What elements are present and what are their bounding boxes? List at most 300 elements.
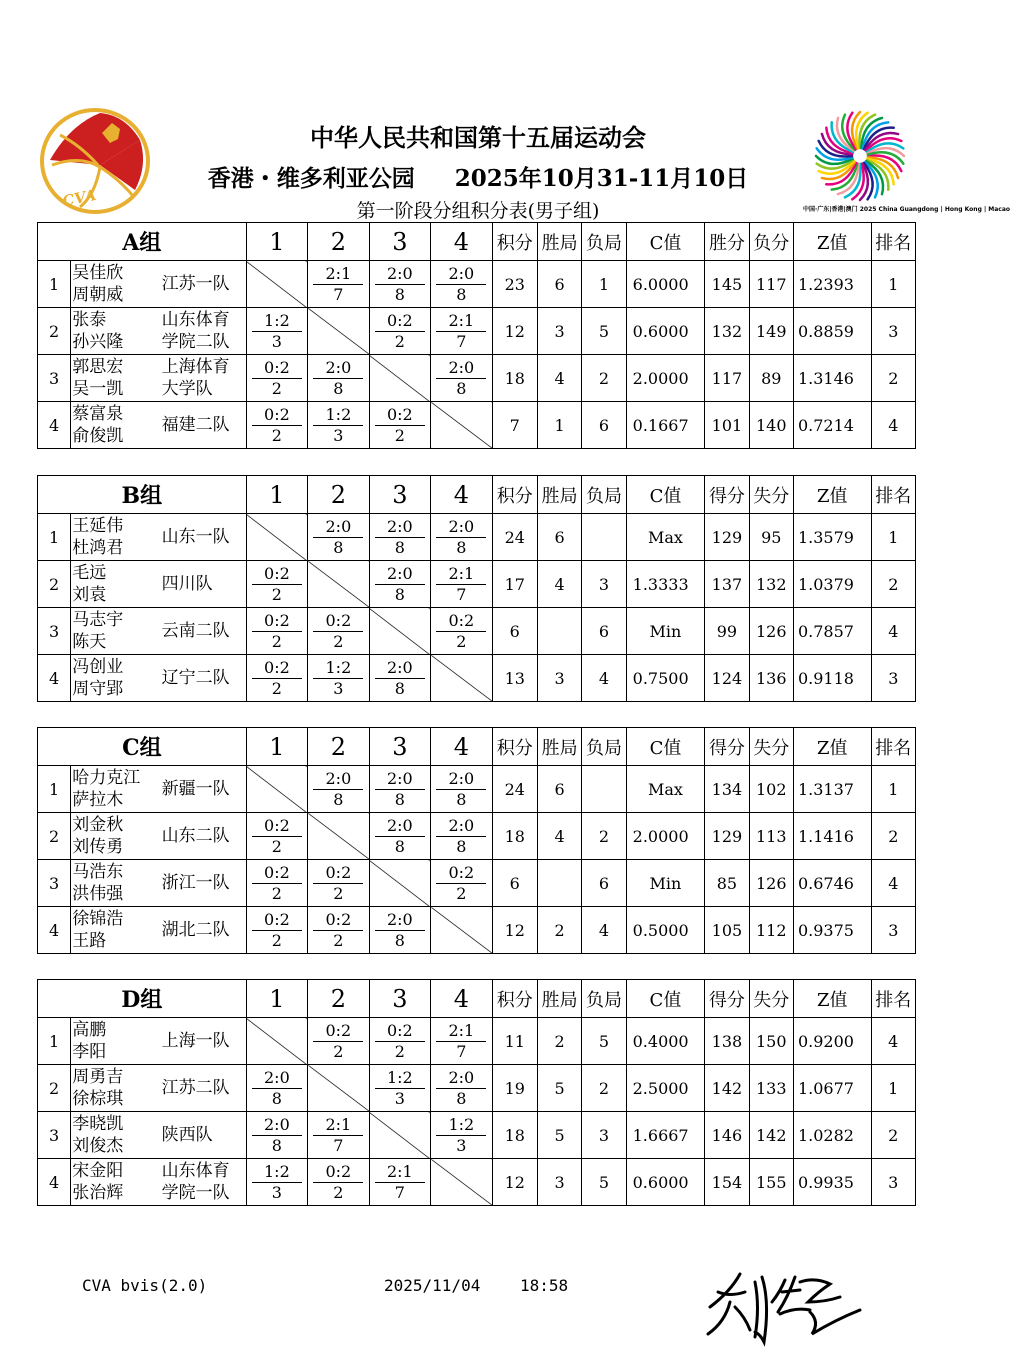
team-name-line: 山东一队 [161,527,230,547]
player-name: 俞俊凯 [72,426,124,446]
match-score [375,405,425,446]
column-header: 4 [431,223,492,261]
points-for: 124 [705,655,749,702]
match-score-cell [431,1112,492,1159]
c-value: 0.4000 [626,1018,705,1065]
match-score-cell [246,655,307,702]
self-match-cell [369,608,430,655]
set-score: 0:2 [252,816,302,837]
points-for: 138 [705,1018,749,1065]
self-match-cell [369,355,430,402]
points-against: 132 [749,561,793,608]
set-score: 2:0 [375,564,425,585]
points-for: 129 [705,514,749,561]
match-points: 2 [271,930,282,950]
sets-won: 2 [537,1018,581,1065]
set-score: 2:0 [252,1068,302,1089]
column-header: 3 [369,980,430,1018]
match-score [252,1162,302,1203]
column-header: 1 [246,223,307,261]
match-score [252,611,302,652]
points: 7 [492,402,537,449]
group-header-row [38,476,916,514]
match-points: 2 [271,883,282,903]
seed-number: 4 [38,1159,71,1206]
column-header: 排名 [871,476,915,514]
seed-number: 1 [38,514,71,561]
match-score [375,264,425,305]
player-name: 马浩东 [72,862,124,882]
print-time: 18:58 [520,1276,569,1295]
player-name: 宋金阳 [72,1161,124,1181]
set-score: 1:2 [375,1068,425,1089]
player-name: 冯创业 [72,657,124,677]
referee-signature [700,1262,865,1347]
column-header: 排名 [871,980,915,1018]
set-score: 1:2 [252,1162,302,1183]
sets-won: 3 [537,1159,581,1206]
match-score [252,816,302,857]
set-score: 0:2 [436,611,486,632]
team-name-line: 山东体育 [161,1161,230,1181]
column-header: 2 [308,223,369,261]
team-name-line: 学院一队 [161,1183,230,1203]
column-header: 负局 [582,223,626,261]
team-cell [71,655,246,702]
match-score-cell [431,261,492,308]
points-for: 137 [705,561,749,608]
sets-won: 3 [537,308,581,355]
match-score [313,264,363,305]
set-score: 2:0 [375,816,425,837]
match-score-cell [431,608,492,655]
column-header: 得分 [705,476,749,514]
points: 19 [492,1065,537,1112]
match-points: 8 [456,1088,467,1108]
match-points: 3 [333,425,344,445]
match-score [252,1115,302,1156]
group-table [37,222,916,449]
sets-won: 4 [537,561,581,608]
sets-won: 5 [537,1112,581,1159]
self-match-cell [308,813,369,860]
self-match-cell [431,655,492,702]
set-score: 0:2 [375,405,425,426]
match-score-cell [369,402,430,449]
group-header-row [38,728,916,766]
match-points: 8 [456,378,467,398]
match-points: 3 [456,1135,467,1155]
match-score [436,816,486,857]
match-score-cell [308,402,369,449]
match-score-cell [246,1112,307,1159]
set-score: 2:0 [436,769,486,790]
match-score-cell [369,308,430,355]
match-score-cell [369,261,430,308]
match-score-cell [431,514,492,561]
match-points: 8 [333,537,344,557]
set-score: 2:1 [375,1162,425,1183]
self-match-cell [308,308,369,355]
set-score: 2:0 [375,517,425,538]
team-row [38,813,916,860]
sets-lost: 5 [582,308,626,355]
sets-lost: 6 [582,608,626,655]
match-points: 2 [333,883,344,903]
set-score: 1:2 [436,1115,486,1136]
rank: 2 [871,813,915,860]
match-score-cell [431,1018,492,1065]
players [72,356,123,400]
c-value: 2.5000 [626,1065,705,1112]
set-score: 2:0 [436,517,486,538]
match-points: 2 [271,836,282,856]
players [72,908,123,952]
points: 18 [492,813,537,860]
match-score-cell [369,813,430,860]
player-name: 马志宇 [72,610,124,630]
column-header: 负局 [582,728,626,766]
match-score-cell [369,1065,430,1112]
players [72,609,123,653]
player-name: 徐棕琪 [72,1089,124,1109]
team-name [162,608,242,654]
match-score [313,358,363,399]
z-value: 0.9118 [793,655,871,702]
points-for: 134 [705,766,749,813]
team-row [38,655,916,702]
match-points: 8 [394,584,405,604]
z-value: 1.3137 [793,766,871,813]
player-name: 吴佳欣 [72,263,124,283]
c-value: Min [626,860,705,907]
team-name [162,860,242,906]
rank: 3 [871,907,915,954]
match-points: 3 [394,1088,405,1108]
seed-number: 3 [38,608,71,655]
z-value: 0.9935 [793,1159,871,1206]
match-points: 8 [333,378,344,398]
match-score [252,910,302,951]
column-header: 胜局 [537,476,581,514]
self-match-cell [246,261,307,308]
c-value: 1.6667 [626,1112,705,1159]
points-against: 102 [749,766,793,813]
c-value: 2.0000 [626,355,705,402]
match-points: 2 [333,631,344,651]
match-score [375,1162,425,1203]
sets-lost [582,766,626,813]
match-score-cell [431,308,492,355]
match-score [375,910,425,951]
match-score-cell [369,514,430,561]
team-name [162,1112,242,1158]
group-header-row [38,980,916,1018]
team-cell [71,1018,246,1065]
points-against: 95 [749,514,793,561]
team-cell [71,355,246,402]
players [72,1113,123,1157]
seed-number: 4 [38,402,71,449]
match-score-cell [308,261,369,308]
match-points: 2 [456,883,467,903]
players [72,767,140,811]
points-for: 142 [705,1065,749,1112]
set-score: 2:0 [436,264,486,285]
seed-number: 2 [38,561,71,608]
set-score: 2:1 [436,311,486,332]
match-points: 8 [456,836,467,856]
player-name: 王延伟 [72,516,124,536]
set-score: 2:0 [375,264,425,285]
set-score: 0:2 [313,863,363,884]
rank: 4 [871,1018,915,1065]
match-score-cell [246,907,307,954]
match-points: 7 [333,1135,344,1155]
column-header: 1 [246,476,307,514]
c-value: 0.7500 [626,655,705,702]
match-score-cell [369,907,430,954]
points-for: 101 [705,402,749,449]
points: 11 [492,1018,537,1065]
match-score [375,311,425,352]
set-score: 2:1 [313,264,363,285]
points-for: 85 [705,860,749,907]
sets-won: 5 [537,1065,581,1112]
match-score [436,1068,486,1109]
sets-lost: 4 [582,907,626,954]
team-name-line: 大学队 [161,379,213,399]
match-score [436,517,486,558]
match-points: 8 [394,930,405,950]
match-score [375,1068,425,1109]
players [72,309,123,353]
seed-number: 1 [38,261,71,308]
column-header: C值 [626,223,705,261]
points-against: 113 [749,813,793,860]
match-score [436,264,486,305]
match-score [375,1021,425,1062]
team-cell [71,813,246,860]
player-name: 刘金秋 [72,815,124,835]
seed-number: 3 [38,860,71,907]
z-value: 1.0677 [793,1065,871,1112]
points: 18 [492,1112,537,1159]
match-score [252,311,302,352]
player-name: 王路 [72,931,107,951]
rank: 3 [871,655,915,702]
set-score: 0:2 [313,1021,363,1042]
player-name: 刘袁 [72,585,107,605]
sets-lost: 2 [582,355,626,402]
match-score [436,358,486,399]
team-name-line: 新疆一队 [161,779,230,799]
rank: 4 [871,608,915,655]
match-score [313,405,363,446]
match-points: 2 [333,1182,344,1202]
match-score-cell [308,655,369,702]
team-row [38,402,916,449]
match-score [252,358,302,399]
z-value: 1.3146 [793,355,871,402]
sets-won: 6 [537,766,581,813]
players [72,1160,123,1204]
column-header: 3 [369,223,430,261]
match-score [436,769,486,810]
points-against: 117 [749,261,793,308]
rank: 3 [871,308,915,355]
player-name: 周守郢 [72,679,124,699]
sets-lost: 1 [582,261,626,308]
set-score: 2:0 [436,358,486,379]
team-row [38,608,916,655]
match-points: 8 [456,789,467,809]
set-score: 2:0 [313,517,363,538]
match-score-cell [308,860,369,907]
match-points: 7 [333,284,344,304]
group-name: A组 [38,223,247,261]
match-score-cell [369,1018,430,1065]
sets-won [537,860,581,907]
match-score [436,564,486,605]
column-header: 1 [246,728,307,766]
match-points: 8 [394,678,405,698]
points-against: 126 [749,608,793,655]
team-cell [71,514,246,561]
column-header: C值 [626,476,705,514]
points-against: 155 [749,1159,793,1206]
team-name-line: 上海一队 [161,1031,230,1051]
team-name [162,355,242,401]
match-score [375,517,425,558]
team-name-line: 辽宁二队 [161,668,230,688]
match-points: 2 [394,1041,405,1061]
team-row [38,1112,916,1159]
team-name [162,907,242,953]
match-score-cell [369,766,430,813]
column-header: 负局 [582,980,626,1018]
self-match-cell [308,1065,369,1112]
column-header: 3 [369,476,430,514]
z-value: 1.0282 [793,1112,871,1159]
match-points: 8 [394,789,405,809]
team-row [38,1018,916,1065]
match-score [436,863,486,904]
team-cell [71,860,246,907]
set-score: 2:0 [313,358,363,379]
sets-lost: 6 [582,860,626,907]
group-table [37,727,916,954]
players [72,861,123,905]
column-header: 胜局 [537,980,581,1018]
match-score [313,611,363,652]
column-header: 得分 [705,980,749,1018]
self-match-cell [369,860,430,907]
match-score [313,910,363,951]
team-name [162,308,242,354]
points-against: 149 [749,308,793,355]
points: 12 [492,308,537,355]
column-header: 积分 [492,980,537,1018]
sets-lost: 3 [582,1112,626,1159]
match-score-cell [246,1159,307,1206]
team-name [162,766,242,812]
match-score-cell [308,1018,369,1065]
set-score: 0:2 [313,611,363,632]
match-score [252,863,302,904]
match-score [252,405,302,446]
points-for: 146 [705,1112,749,1159]
match-points: 2 [394,425,405,445]
self-match-cell [308,561,369,608]
match-score-cell [308,907,369,954]
match-score [313,863,363,904]
set-score: 0:2 [313,910,363,931]
team-name [162,514,242,560]
match-score-cell [431,355,492,402]
points: 17 [492,561,537,608]
rank: 1 [871,514,915,561]
match-score-cell [246,561,307,608]
player-name: 刘传勇 [72,837,124,857]
player-name: 蔡富泉 [72,404,124,424]
seed-number: 2 [38,813,71,860]
sets-lost: 3 [582,561,626,608]
set-score: 2:1 [313,1115,363,1136]
group-name: D组 [38,980,247,1018]
sets-lost: 5 [582,1018,626,1065]
match-score-cell [308,1159,369,1206]
software-version: CVA bvis(2.0) [82,1276,208,1295]
match-score [252,658,302,699]
points-against: 112 [749,907,793,954]
z-value: 0.7214 [793,402,871,449]
seed-number: 1 [38,1018,71,1065]
venue: 香港・维多利亚公园 [207,165,415,192]
column-header: Z值 [793,728,871,766]
c-value: Max [626,766,705,813]
set-score: 0:2 [375,311,425,332]
team-cell [71,1065,246,1112]
player-name: 周朝威 [72,285,124,305]
team-name-line: 陕西队 [161,1125,213,1145]
set-score: 2:0 [313,769,363,790]
player-name: 陈天 [72,632,107,652]
players [72,814,123,858]
rank: 3 [871,1159,915,1206]
team-name [162,655,242,701]
set-score: 2:1 [436,1021,486,1042]
match-score-cell [246,308,307,355]
z-value: 0.8859 [793,308,871,355]
player-name: 张泰 [72,310,107,330]
column-header: 4 [431,980,492,1018]
column-header: 胜分 [705,223,749,261]
seed-number: 2 [38,308,71,355]
set-score: 0:2 [252,863,302,884]
team-cell [71,261,246,308]
match-points: 7 [456,584,467,604]
points-against: 126 [749,860,793,907]
points-against: 133 [749,1065,793,1112]
player-name: 郭思宏 [72,357,124,377]
sets-lost: 4 [582,655,626,702]
c-value: 0.6000 [626,1159,705,1206]
player-name: 萨拉木 [72,790,124,810]
set-score: 0:2 [252,405,302,426]
column-header: 积分 [492,223,537,261]
player-name: 徐锦浩 [72,909,124,929]
